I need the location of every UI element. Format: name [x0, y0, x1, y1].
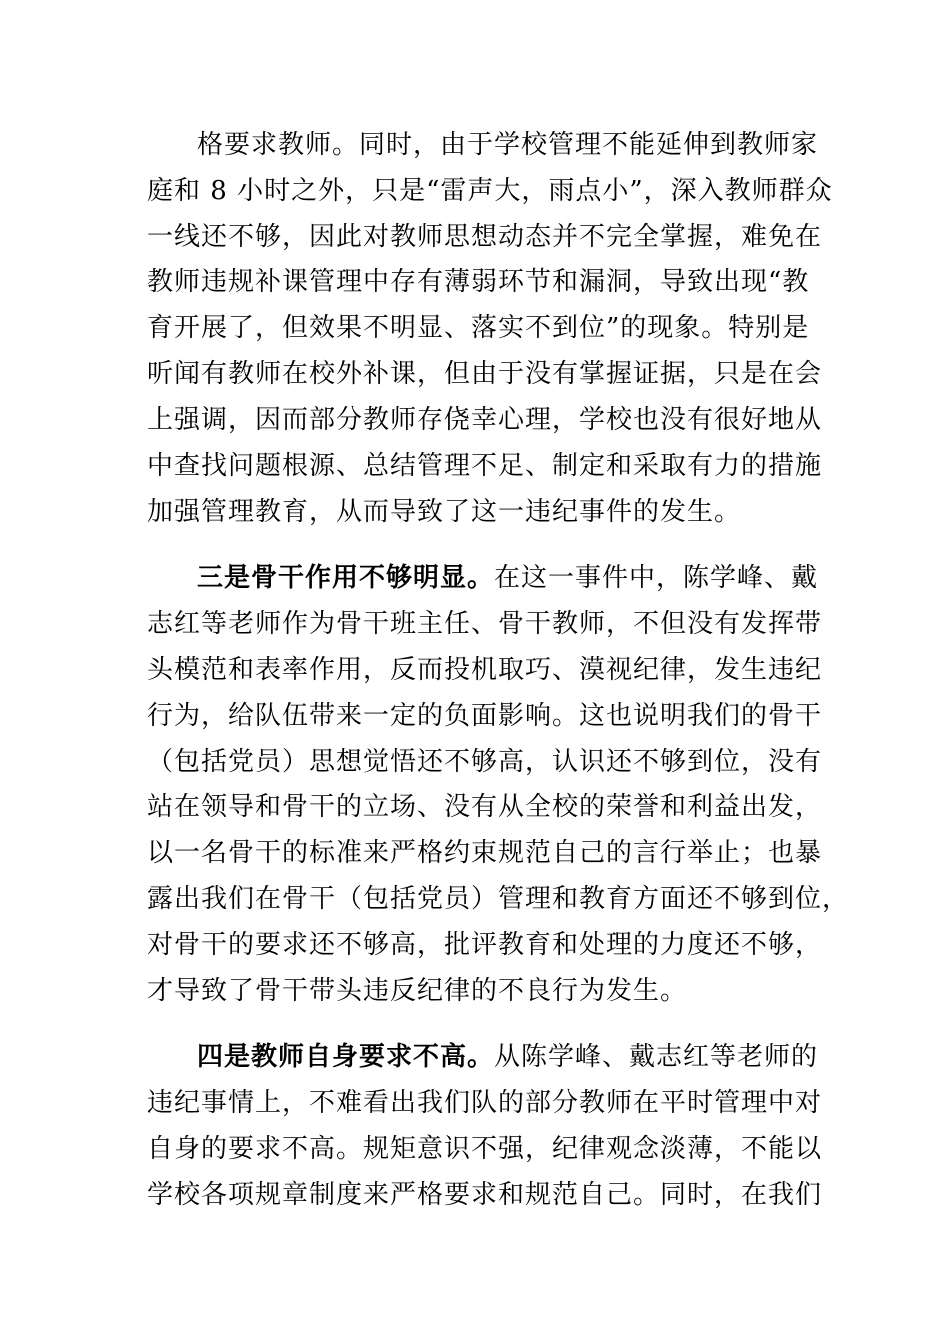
para2-line10: 才导致了骨干带头违反纪律的不良行为发生。 [147, 976, 688, 1006]
para2-line6: 站在领导和骨干的立场、没有从全校的荣誉和利益出发， [147, 792, 823, 822]
para2-first-rest: 在这一事件中，陈学峰、戴 [494, 563, 819, 593]
para1-line9: 加强管理教育，从而导致了这一违纪事件的发生。 [147, 497, 742, 527]
para2-line4: 行为，给队伍带来一定的负面影响。这也说明我们的骨干 [147, 701, 823, 731]
para1-line3: 一线还不够，因此对教师思想动态并不完全掌握，难免在 [147, 222, 823, 252]
para2-line7: 以一名骨干的标准来严格约束规范自己的言行举止；也暴 [147, 838, 823, 868]
para2-line2: 志红等老师作为骨干班主任、骨干教师，不但没有发挥带 [147, 609, 823, 639]
para1-line6: 听闻有教师在校外补课，但由于没有掌握证据，只是在会 [147, 359, 823, 389]
para1-line5: 育开展了，但效果不明显、落实不到位”的现象。特别是 [147, 313, 810, 343]
para1-line4: 教师违规补课管理中存有薄弱环节和漏洞，导致出现“教 [147, 267, 810, 297]
para3-first-rest: 从陈学峰、戴志红等老师的 [494, 1042, 819, 1072]
para1-line8: 中查找问题根源、总结管理不足、制定和采取有力的措施 [147, 451, 823, 481]
para2-line3: 头模范和表率作用，反而投机取巧、漠视纪律，发生违纪 [147, 655, 823, 685]
para3-line3: 自身的要求不高。规矩意识不强，纪律观念淡薄，不能以 [147, 1134, 823, 1164]
para2-line9: 对骨干的要求还不够高，批评教育和处理的力度还不够， [147, 930, 823, 960]
para1-line2: 庭和 8 小时之外，只是“雷声大，雨点小”，深入教师群众 [147, 176, 833, 206]
para1-line1: 格要求教师。同时，由于学校管理不能延伸到教师家 [197, 130, 819, 160]
para3-line2: 违纪事情上，不难看出我们队的部分教师在平时管理中对 [147, 1088, 823, 1118]
para3-line1 [197, 1040, 817, 1074]
para2-heading: 三是骨干作用不够明显。 [197, 563, 495, 593]
para3-line4: 学校各项规章制度来严格要求和规范自己。同时，在我们 [147, 1180, 823, 1210]
para1-line7: 上强调，因而部分教师存侥幸心理，学校也没有很好地从 [147, 405, 823, 435]
para3-heading: 四是教师自身要求不高。 [197, 1042, 495, 1072]
para2-line1 [197, 561, 817, 595]
para2-line5: （包括党员）思想觉悟还不够高，认识还不够到位，没有 [147, 747, 823, 777]
para2-line8: 露出我们在骨干（包括党员）管理和教育方面还不够到位， [147, 884, 850, 914]
